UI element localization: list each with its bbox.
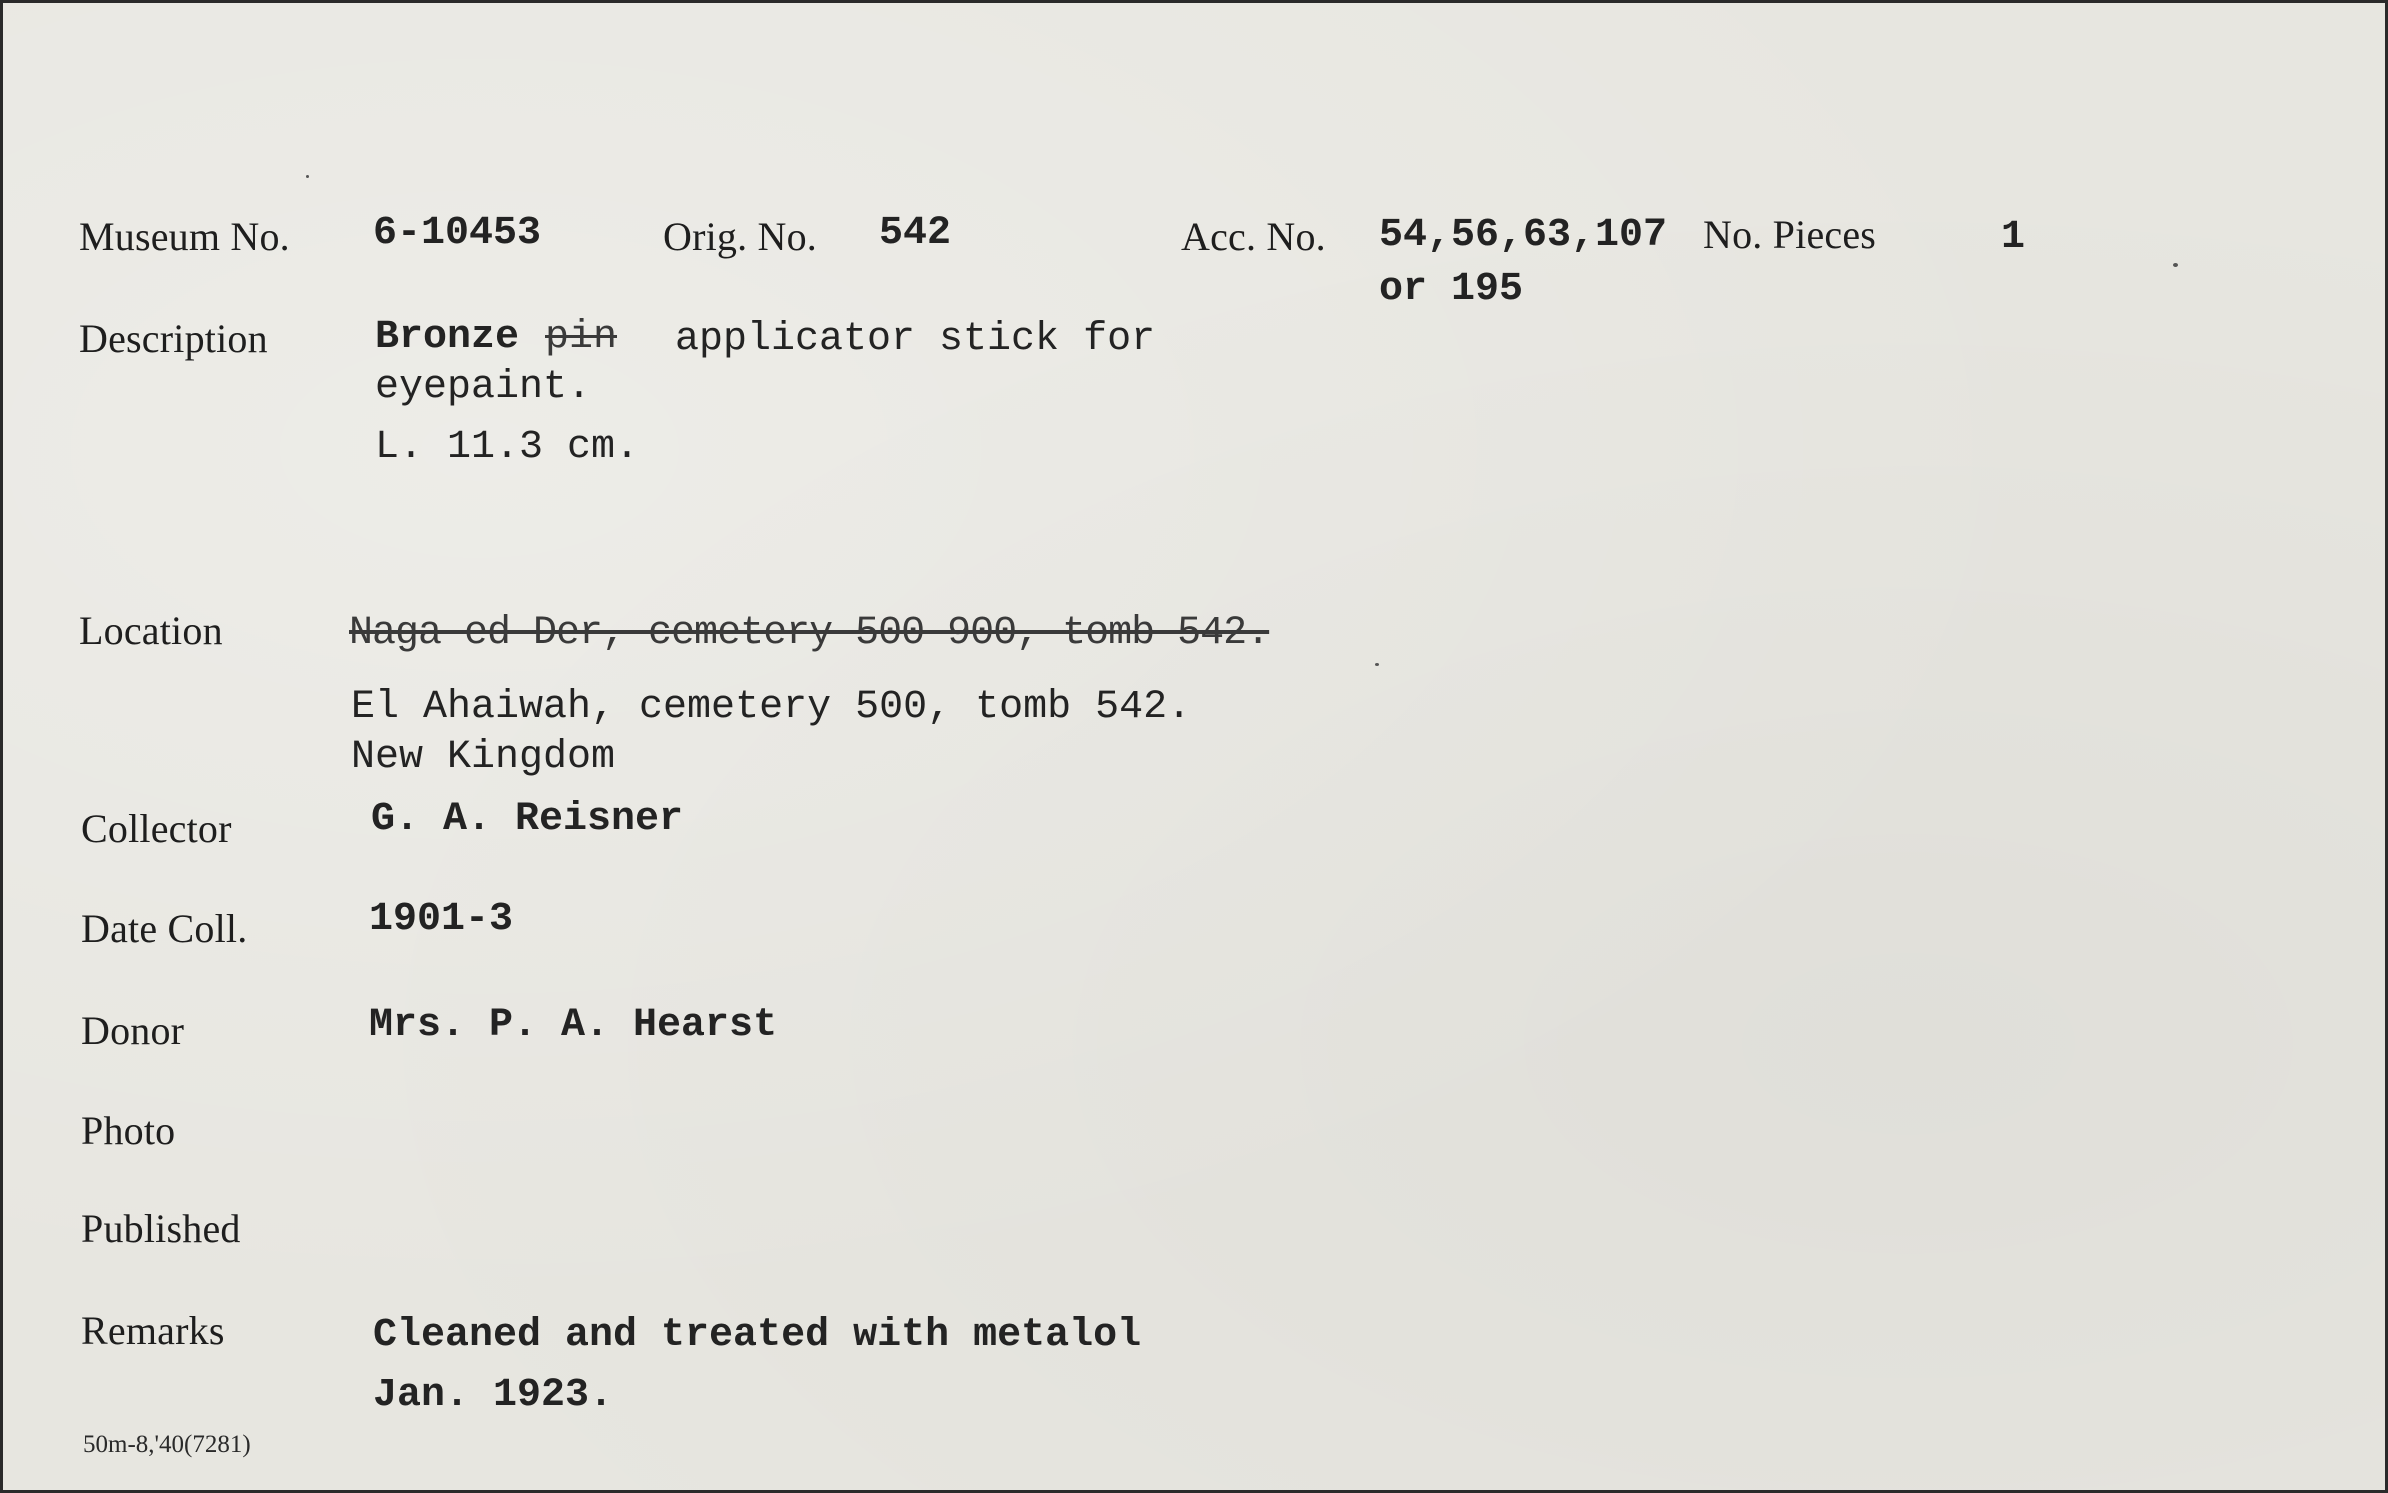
orig-no-label: Orig. No. — [663, 214, 818, 259]
description-label: Description — [79, 316, 268, 361]
donor-value: Mrs. P. A. Hearst — [369, 1003, 778, 1048]
description-struck: pin — [545, 315, 618, 360]
description-dimensions: L. 11.3 cm. — [375, 425, 640, 470]
published-label: Published — [81, 1206, 241, 1251]
museum-no-label: Museum No. — [79, 214, 290, 259]
acc-no-value: 54,56,63,107 — [1379, 213, 1668, 258]
paper-speck — [306, 175, 309, 178]
location-period: New Kingdom — [351, 735, 616, 780]
description-line2: eyepaint. — [375, 365, 592, 410]
location-struck: Naga-ed-Der, cemetery 500-900, tomb 542. — [349, 611, 1270, 656]
donor-label: Donor — [81, 1008, 185, 1053]
print-code: 50m-8,'40(7281) — [83, 1431, 251, 1458]
remarks-line2: Jan. 1923. — [373, 1373, 614, 1418]
description-line1: applicator stick for — [675, 317, 1156, 362]
paper-speck — [1375, 663, 1379, 666]
location-label: Location — [79, 608, 223, 653]
paper-speck — [2173, 263, 2178, 267]
orig-no-value: 542 — [879, 211, 952, 256]
date-coll-value: 1901-3 — [369, 897, 514, 942]
description-word: Bronze — [375, 315, 520, 360]
photo-label: Photo — [81, 1108, 176, 1153]
location-line1: El Ahaiwah, cemetery 500, tomb 542. — [351, 685, 1192, 730]
museum-no-value: 6-10453 — [373, 211, 542, 256]
remarks-line1: Cleaned and treated with metalol — [373, 1313, 1142, 1358]
no-pieces-label: No. Pieces — [1703, 212, 1877, 257]
acc-no-value-alt: or 195 — [1379, 267, 1524, 312]
no-pieces-value: 1 — [2001, 215, 2026, 260]
date-coll-label: Date Coll. — [81, 906, 248, 951]
collector-value: G. A. Reisner — [371, 797, 684, 842]
acc-no-label: Acc. No. — [1181, 214, 1326, 259]
remarks-label: Remarks — [81, 1308, 225, 1353]
collector-label: Collector — [81, 806, 232, 851]
